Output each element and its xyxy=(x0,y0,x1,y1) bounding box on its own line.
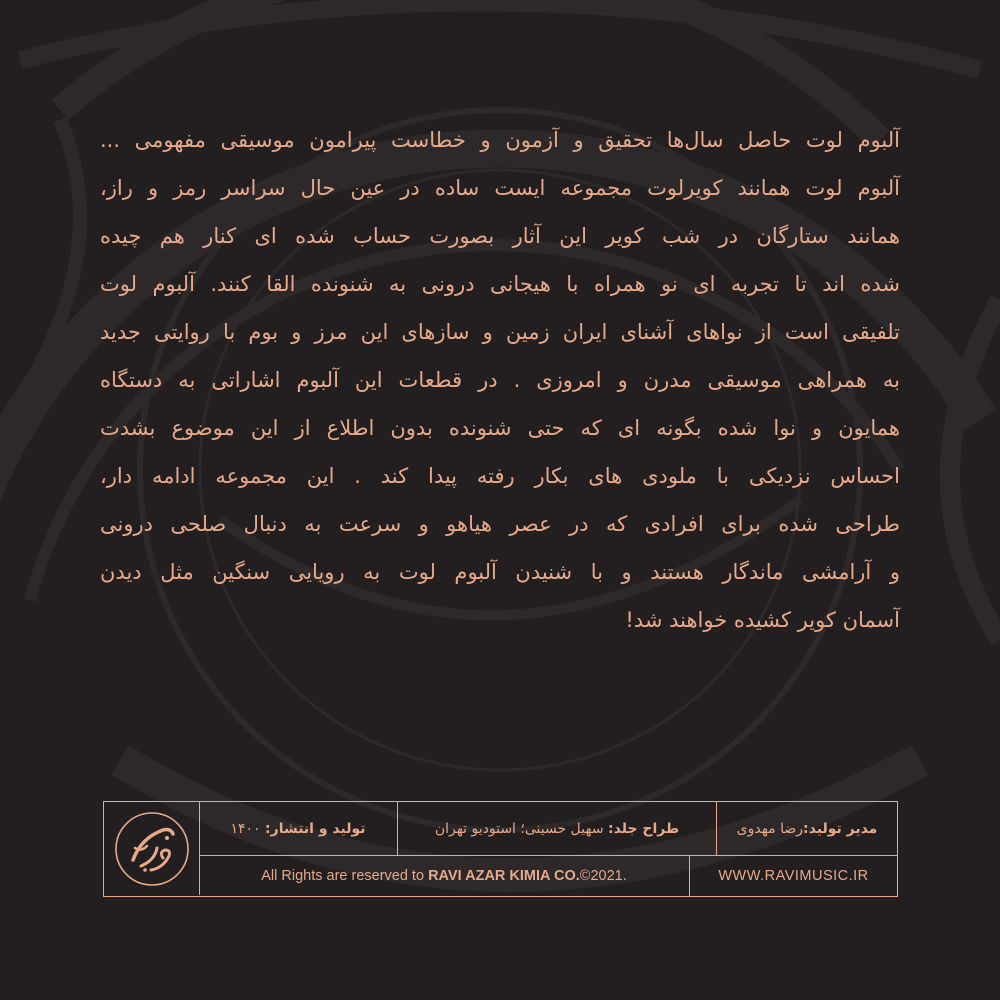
rights-year: ©2021. xyxy=(579,867,627,884)
rights-notice xyxy=(199,855,690,896)
ravi-calligraphy-logo-icon xyxy=(111,808,193,890)
credits-bottom-row xyxy=(199,855,897,896)
album-description xyxy=(100,116,900,644)
rights-company: RAVI AZAR KIMIA CO. xyxy=(428,867,580,884)
description-line: احساس نزدیکی با ملودی های بکار رفته پیدا کند . این مجموعه ادامه دار، xyxy=(100,464,900,488)
release-label: تولید و انتشار: xyxy=(265,820,366,837)
producer-value: رضا مهدوی xyxy=(736,820,804,837)
producer-credit xyxy=(717,802,897,855)
rights-prefix: All Rights are reserved to xyxy=(261,867,425,884)
description-line: شده اند تا تجربه ای نو همراه با هیجانی درونی به شنونده القا کنند. آلبوم لوت xyxy=(100,272,900,296)
description-line: طراحی شده برای افرادی که در عصر هیاهو و سرعت به دنبال صلحی درونی xyxy=(100,512,900,536)
credits-top-row xyxy=(199,802,897,856)
release-value: ۱۴۰۰ xyxy=(230,820,261,837)
description-line: آلبوم لوت حاصل سال‌ها تحقیق و آزمون و خطاست پیرامون موسیقی مفهومی ... xyxy=(100,128,900,152)
description-line: به همراهی موسیقی مدرن و امروزی . در قطعات این آلبوم اشاراتی به دستگاه xyxy=(100,368,900,392)
logo-cell xyxy=(104,802,200,895)
credits-box xyxy=(103,801,898,897)
description-line: آلبوم لوت همانند کویرلوت مجموعه ایست ساده در عین حال سراسر رمز و راز، xyxy=(100,176,900,200)
description-line: تلفیقی است از نواهای آشنای ایران زمین و سازهای این مرز و بوم با روایتی جدید xyxy=(100,320,900,344)
designer-label: طراح جلد: xyxy=(608,820,680,837)
website-link[interactable]: WWW.RAVIMUSIC.IR xyxy=(718,867,869,884)
designer-value: سهیل حسینی؛ استودیو تهران xyxy=(434,820,604,837)
designer-credit xyxy=(398,802,717,855)
description-line: و آرامشی ماندگار هستند و با شنیدن آلبوم لوت به رویایی سنگین مثل دیدن xyxy=(100,560,900,584)
description-line: آسمان کویر کشیده خواهند شد! xyxy=(625,608,900,632)
producer-label: مدیر تولید: xyxy=(803,820,878,837)
description-line: همایون و نوا شده بگونه ای که حتی شنونده بدون اطلاع از این موضوع بشدت xyxy=(100,416,900,440)
description-line: همانند ستارگان در شب کویر این آثار بصورت حساب شده ای کنار هم چیده xyxy=(100,224,900,248)
release-credit xyxy=(199,802,398,855)
